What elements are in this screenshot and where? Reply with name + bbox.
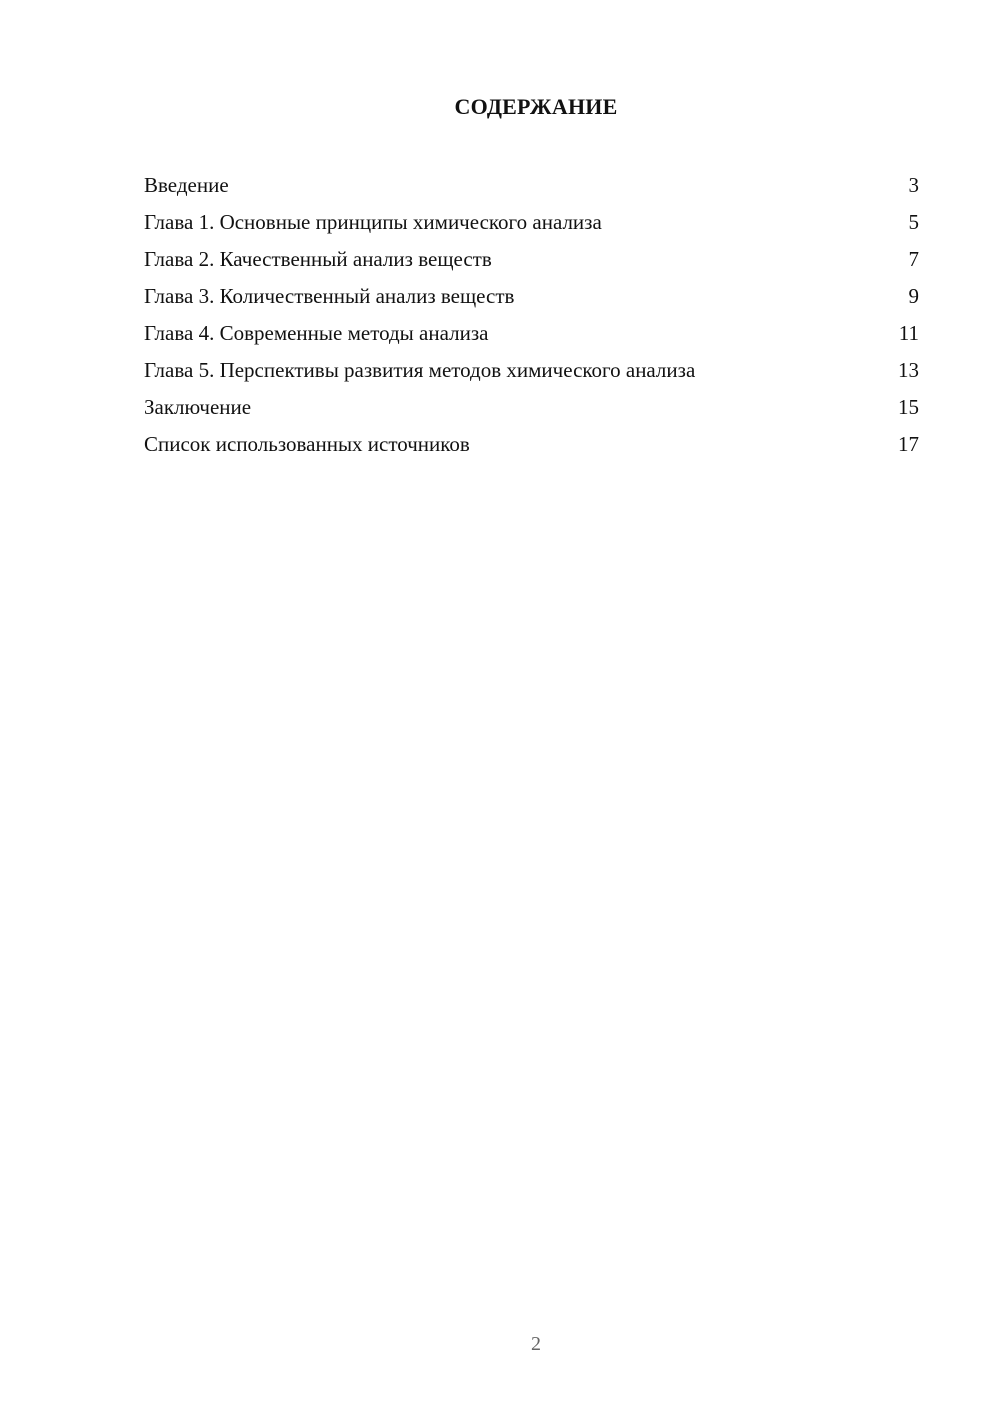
toc-item-page: 5 [908, 210, 919, 234]
toc-item-page: 7 [908, 247, 919, 271]
toc-item-page: 3 [908, 173, 919, 197]
toc-item-label: Глава 1. Основные принципы химического анализа [144, 210, 602, 234]
toc-item-page: 9 [908, 284, 919, 308]
toc-item-conclusion [144, 392, 919, 429]
toc-item-page: 11 [898, 321, 919, 345]
table-of-contents [144, 170, 919, 466]
toc-item-label: Список использованных источников [144, 432, 470, 456]
toc-item-label: Глава 3. Количественный анализ веществ [144, 284, 515, 308]
toc-item-label: Глава 5. Перспективы развития методов химического анализа [144, 358, 696, 382]
toc-item-label: Заключение [144, 395, 252, 419]
toc-item-chapter-2 [144, 244, 919, 281]
toc-item-label: Глава 4. Современные методы анализа [144, 321, 489, 345]
page-number: 2 [531, 1333, 541, 1355]
toc-item-references [144, 429, 919, 466]
toc-item-label: Глава 2. Качественный анализ веществ [144, 247, 492, 271]
toc-item-chapter-3 [144, 281, 919, 318]
toc-item-label: Введение [144, 173, 229, 197]
toc-item-page: 17 [898, 432, 919, 456]
toc-item-page: 15 [898, 395, 919, 419]
toc-title: СОДЕРЖАНИЕ [454, 94, 618, 119]
toc-item-chapter-5 [144, 355, 919, 392]
toc-item-introduction [144, 170, 919, 207]
toc-item-chapter-4 [144, 318, 919, 355]
toc-item-chapter-1 [144, 207, 919, 244]
toc-item-page: 13 [898, 358, 919, 382]
